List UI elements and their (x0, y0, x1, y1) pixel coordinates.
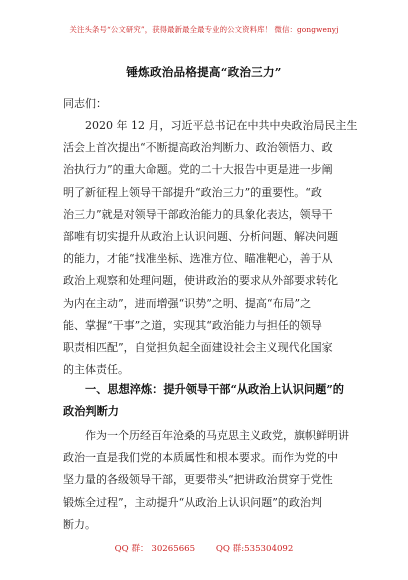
paragraph-line: 为内在主动”，进而增强“识势”之明、提高“布局”之 (63, 296, 312, 310)
footer-contact (0, 542, 408, 554)
paragraph-line: 作为一个历经百年沧桑的马克思主义政党，旗帜鲜明讲 (85, 429, 349, 442)
paragraph-line: 部唯有切实提升从政治上认识问题、分析问题、解决问题 (63, 229, 338, 243)
paragraph-line: 2020 年 12 月，习近平总书记在中共中央政治局民主生 (85, 119, 358, 132)
paragraph-line: 的主体责任。 (63, 363, 129, 377)
paragraph-line: 断力。 (63, 517, 96, 531)
paragraph-line: 治三力”就是对领导干部政治能力的具象化表达，领导干 (63, 207, 333, 221)
document-title: 锤炼政治品格提高“政治三力” (126, 65, 282, 79)
footer-qq-group-1: QQ 群： 30265665 (114, 544, 196, 554)
paragraph-intro (63, 115, 358, 381)
paragraph-line: 能、掌握“干事”之道，实现其“政治能力与担任的领导 (63, 318, 322, 332)
paragraph-line: 政治一直是我们党的本质属性和根本要求。而作为党的中 (63, 451, 338, 465)
paragraph-line: 锻炼全过程”，主动提升“从政治上认识问题”的政治判 (63, 495, 322, 509)
paragraph-line: 的能力，才能“找准坐标、选准方位、瞄准靶心，善于从 (63, 252, 333, 266)
heading-line: 一、思想淬炼：提升领导干部“从政治上认识问题”的 (85, 382, 344, 396)
paragraph-line: 政治上观察和处理问题，使讲政治的要求从外部要求转化 (63, 274, 338, 288)
paragraph-line: 明了新征程上领导干部提升“政治三力”的重要性。“政 (63, 185, 322, 199)
paragraph-section-1 (63, 425, 355, 536)
section-heading-1 (63, 378, 355, 422)
header-promo-note: 关注头条号“公文研究”，获得最新最全最专业的公文资料库！ 微信：gongwenyj (69, 25, 339, 34)
paragraph-line: 治执行力”的重大命题。党的二十大报告中更是进一步阐 (63, 163, 333, 177)
heading-line: 政治判断力 (63, 404, 119, 419)
paragraph-line: 职责相匹配”，自觉担负起全面建设社会主义现代化国家 (63, 340, 333, 354)
paragraph-line: 坚力量的各级领导干部，更要带头“把讲政治贯穿于党性 (63, 473, 333, 487)
footer-qq-group-2: QQ 群:535304092 (215, 544, 294, 554)
salutation: 同志们： (63, 97, 107, 110)
paragraph-line: 活会上首次提出“不断提高政治判断力、政治领悟力、政 (63, 141, 333, 155)
